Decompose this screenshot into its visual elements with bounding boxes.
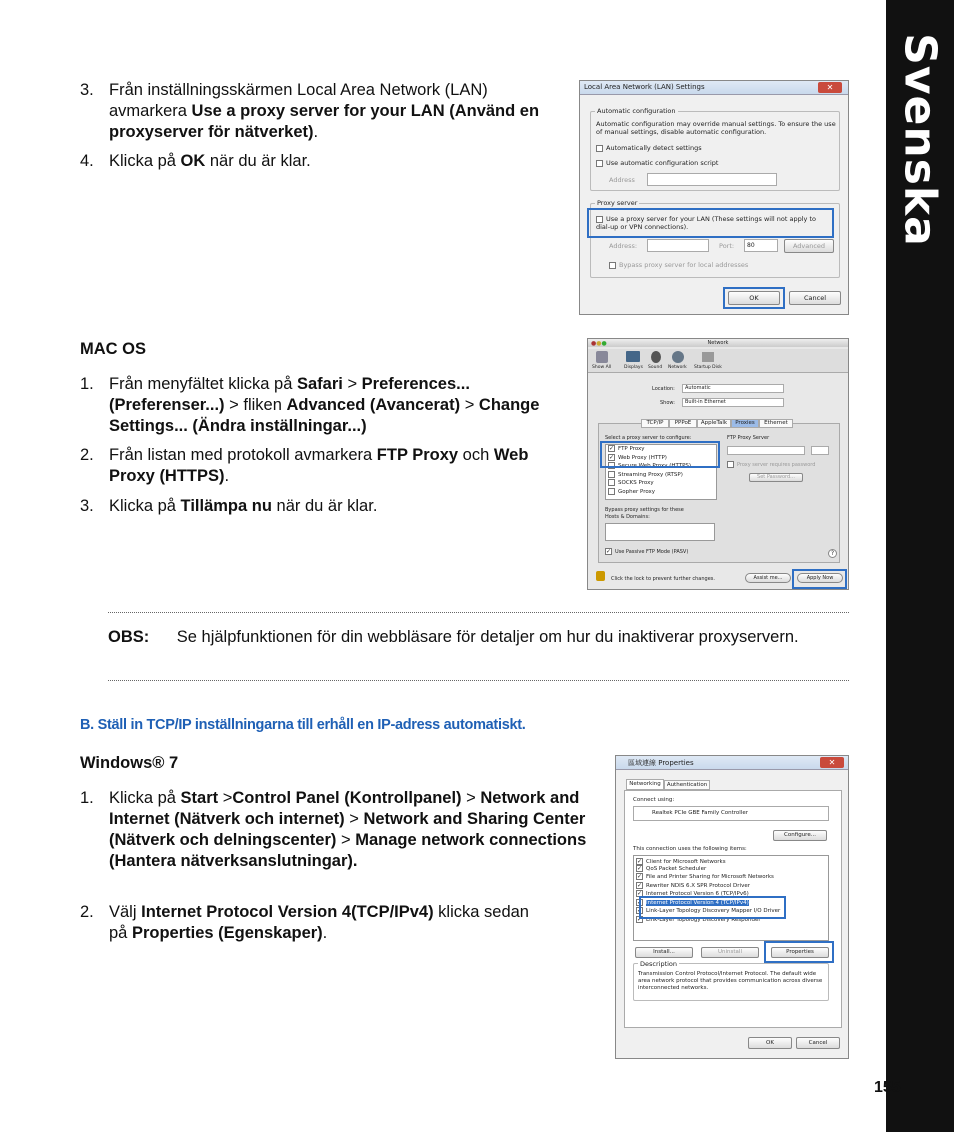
cancel-button[interactable]: Cancel xyxy=(789,291,841,305)
checkbox xyxy=(596,145,603,152)
tab-pppoe[interactable]: PPPoE xyxy=(669,419,697,428)
win-step-2: 2. Välj Internet Protocol Version 4(TCP/IPv4) klicka sedan på Properties (Egenskaper). xyxy=(80,903,529,942)
sound-icon xyxy=(651,351,661,363)
mac-step-2: 2. Från listan med protokoll avmarkera FTP Proxy och Web Proxy (HTTPS). xyxy=(80,446,529,485)
displays-icon xyxy=(626,351,640,362)
divider xyxy=(108,680,849,681)
mac-toolbar: Show All Displays Sound Network Startup Disk xyxy=(588,349,849,373)
cancel-button[interactable]: Cancel xyxy=(796,1037,840,1049)
tab-appletalk[interactable]: AppleTalk xyxy=(697,419,731,428)
startup-disk-icon xyxy=(702,352,714,362)
apply-now-button[interactable]: Apply Now xyxy=(797,573,843,583)
section-b-heading: B. Ställ in TCP/IP inställningarna till erhåll en IP-adress automatiskt. xyxy=(80,717,526,733)
close-icon: ✕ xyxy=(820,757,844,768)
sidebar-title: Svenska xyxy=(894,33,946,247)
proxy-group: Proxy server Use a proxy server for your LAN (These settings will not apply to dial-up or VPN connections). Address: Port: 80 Advanced Bypass proxy server for local addresses xyxy=(590,203,840,278)
dialog-title: Local Area Network (LAN) Settings xyxy=(580,81,848,95)
lan-settings-screenshot xyxy=(579,80,849,315)
uninstall-button[interactable]: Uninstall xyxy=(701,947,759,958)
mac-step-3: 3. Klicka på Tillämpa nu när du är klar. xyxy=(80,497,378,515)
tab-authentication[interactable]: Authentication xyxy=(664,780,710,790)
mac-step-1: 1. Från menyfältet klicka på Safari > Preferences... (Preferenser...) > fliken Advanced (Avancerat) > Change Settings... (Ändra inställningar...) xyxy=(80,375,540,435)
tab-ethernet[interactable]: Ethernet xyxy=(759,419,793,428)
mac-heading: MAC OS xyxy=(80,340,146,358)
divider xyxy=(108,612,849,613)
items-list: ✓ Client for Microsoft Networks ✓ QoS Packet Scheduler ✓ File and Printer Sharing for Microsoft Networks ✓ Rewriter NDIS 6.X SPR Protocol Driver ✓ Internet Protocol Version 6 (TCP/IPv6) ✓ Internet Protocol Version 4 (TCP/IPv4) ✓ Link-Layer Topology Discovery Mapper I/O Driver ✓ Link-Layer Topology Discovery Responder xyxy=(633,855,829,941)
show-all-icon xyxy=(596,351,608,363)
protocol-list: ✓ FTP Proxy ✓ Web Proxy (HTTP) Secure Web Proxy (HTTPS) Streaming Proxy (RTSP) SOCKS Proxy Gopher Proxy xyxy=(605,444,717,500)
checkbox xyxy=(596,160,603,167)
close-icon: ✕ xyxy=(818,82,842,93)
mac-network-screenshot: Network ●●● Show All Displays Sound Network Startup Disk Location: Automatic Show: Built-in Ethernet TCP/IP PPPoE AppleTalk Proxies Ethernet Select a proxy server to configure: FTP Proxy Server ✓ FTP Proxy ✓ Web Proxy (HTTP) Secure Web Proxy (HTTPS) Streaming Proxy (RTSP) SOCKS Proxy Gopher Proxy Proxy server requires password Set Password... Bypass proxy settings for these Hosts & Domains: ✓ Use Passive FTP Mode (PASV) ? Click the lock to prevent further changes. Assist me... Apply Now xyxy=(587,338,849,590)
proxy-highlight xyxy=(587,208,834,238)
lan-step-4: 4. Klicka på OK när du är klar. xyxy=(80,152,311,170)
ok-button[interactable]: OK xyxy=(728,291,780,305)
help-icon: ? xyxy=(828,549,837,558)
tab-tcpip[interactable]: TCP/IP xyxy=(641,419,669,428)
network-icon xyxy=(672,351,684,363)
tab-networking[interactable]: Networking xyxy=(626,779,664,790)
tab-proxies[interactable]: Proxies xyxy=(731,419,759,428)
page-number: 155 xyxy=(874,1079,901,1096)
obs-note: OBS: Se hjälpfunktionen för din webbläsare för detaljer om hur du inaktiverar proxyservern. xyxy=(108,628,799,646)
properties-button[interactable]: Properties xyxy=(771,947,829,958)
ok-button[interactable]: OK xyxy=(748,1037,792,1049)
auto-config-group: Automatic configuration Automatic configuration may override manual settings. To ensure the use of manual settings, disable automatic configuration. Automatically detect settings Use automatic configuration script Address xyxy=(590,111,840,191)
win-step-1: 1. Klicka på Start >Control Panel (Kontrollpanel) > Network and Internet (Nätverk och internet) > Network and Sharing Center (Nätverk och delningscenter) > Manage network connections (Hantera nätverksanslutningar). xyxy=(80,789,587,870)
lan-step-3: 3. Från inställningsskärmen Local Area Network (LAN) avmarkera Use a proxy server for your LAN (Använd en proxyserver för nätverket). xyxy=(80,81,540,141)
windows-heading: Windows® 7 xyxy=(80,754,179,772)
install-button[interactable]: Install... xyxy=(635,947,693,958)
assist-button[interactable]: Assist me... xyxy=(745,573,791,583)
lock-icon[interactable] xyxy=(596,571,605,581)
win-properties-screenshot: 區域連線 Properties ✕ Networking Authentication Connect using: Realtek PCIe GBE Family Controller Configure... This connection uses the following items: ✓ Client for Microsoft Networks ✓ QoS Packet Scheduler ✓ File and Printer Sharing for Microsoft Networks ✓ Rewriter NDIS 6.X SPR Protocol Driver ✓ Internet Protocol Version 6 (TCP/IPv6) ✓ Internet Protocol Version 4 (TCP/IPv4) ✓ Link-Layer Topology Discovery Mapper I/O Driver ✓ Link-Layer Topology Discovery Responder Install... Uninstall Properties Description Transmission Control Protocol/Internet Protocol. The default wide area network protocol that provides communication across diverse interconnected networks. OK Cancel xyxy=(615,755,849,1059)
configure-button[interactable]: Configure... xyxy=(773,830,827,841)
